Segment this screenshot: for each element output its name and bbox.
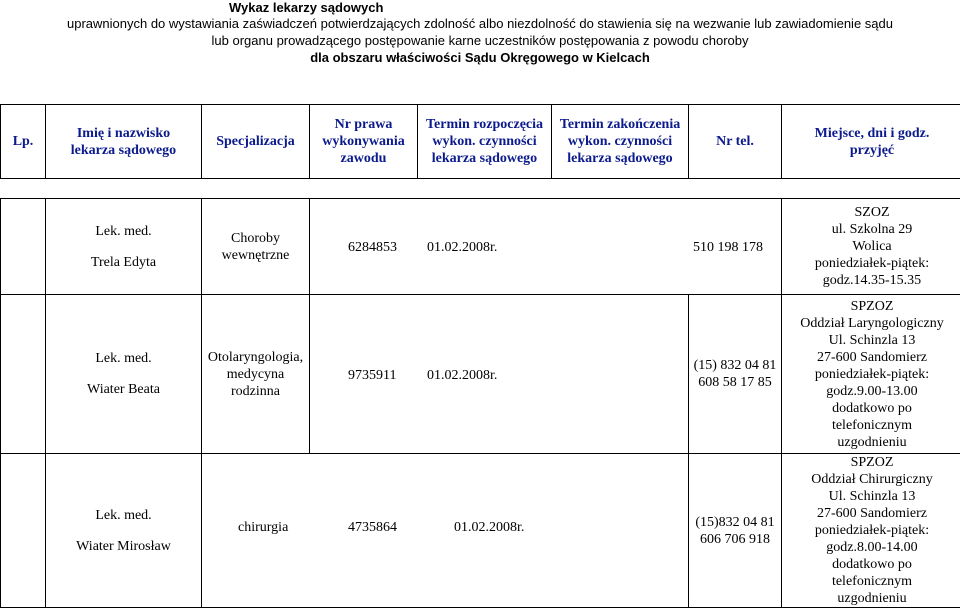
- header-line-1: uprawnionych do wystawiania zaświadczeń potwierdzających zdolność albo niezdolność do stawienia się na wezwanie lub zawiadomienie sądu: [0, 15, 960, 33]
- col-tel: Nr tel.: [689, 105, 782, 179]
- specialization-cell: Choroby wewnętrzne: [202, 199, 310, 295]
- col-name: Imię i nazwisko lekarza sądowego: [46, 105, 202, 179]
- start-date: 01.02.2008r.: [454, 519, 524, 536]
- license-start-tel-cell: [310, 199, 782, 295]
- lp-cell: [1, 295, 46, 454]
- specialization: chirurgia: [238, 519, 288, 536]
- lp-cell: [1, 454, 46, 608]
- doctor-name-cell: Lek. med. Wiater Mirosław: [46, 454, 202, 608]
- table-row: [1, 199, 960, 295]
- place-cell: SPZOZ Oddział Chirurgiczny Ul. Schinzla 13 27-600 Sandomierz poniedziałek-piątek: godz.8.00-14.00 dodatkowo po telefonicznym uzgodnieniu: [782, 454, 960, 608]
- col-start: Termin rozpoczęcia wykon. czynności lekarza sądowego: [418, 105, 552, 179]
- lp-cell: [1, 199, 46, 295]
- header-line-2: lub organu prowadzącego postępowanie karne uczestników postępowania z powodu choroby: [0, 32, 960, 50]
- place-cell: SPZOZ Oddział Laryngologiczny Ul. Schinzla 13 27-600 Sandomierz poniedziałek-piątek: godz.9.00-13.00 dodatkowo po telefonicznym uzgodnieniu: [782, 295, 960, 454]
- header-line-3: dla obszaru właściwości Sądu Okręgowego w Kielcach: [0, 49, 960, 67]
- phone-number: 510 198 178: [693, 239, 763, 256]
- col-spec: Specjalizacja: [202, 105, 310, 179]
- col-lp: Lp.: [1, 105, 46, 179]
- start-date: 01.02.2008r.: [427, 367, 497, 384]
- doctors-table: [0, 104, 960, 608]
- phone-cell: (15)832 04 81 606 706 918: [689, 454, 782, 608]
- license-number: 9735911: [348, 367, 396, 384]
- phone-cell: (15) 832 04 81 608 58 17 85: [689, 295, 782, 454]
- start-date: 01.02.2008r.: [427, 239, 497, 256]
- table-row: [1, 295, 960, 454]
- place-cell: SZOZ ul. Szkolna 29 Wolica poniedziałek-piątek: godz.14.35-15.35: [782, 199, 960, 295]
- col-license: Nr prawa wykonywania zawodu: [310, 105, 418, 179]
- spacer-row: [1, 179, 960, 199]
- doctor-name-cell: Lek. med. Wiater Beata: [46, 295, 202, 454]
- col-place: Miejsce, dni i godz. przyjęć: [782, 105, 960, 179]
- doctor-name-cell: Lek. med. Trela Edyta: [46, 199, 202, 295]
- table-row: [1, 454, 960, 608]
- license-number: 6284853: [348, 239, 397, 256]
- document-title: Wykaz lekarzy sądowych: [229, 0, 383, 15]
- table-header-row: [1, 105, 960, 179]
- license-number: 4735864: [348, 519, 397, 536]
- col-end: Termin zakończenia wykon. czynności lekarza sądowego: [552, 105, 689, 179]
- specialization-cell: Otolaryngologia, medycyna rodzinna: [202, 295, 310, 454]
- spec-license-start-cell: [202, 454, 689, 608]
- license-start-cell: [310, 295, 689, 454]
